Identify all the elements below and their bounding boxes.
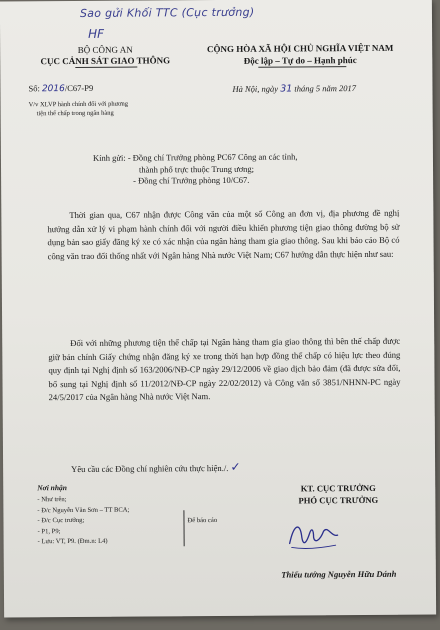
- distribution-title: Nơi nhận: [37, 483, 67, 493]
- header-right-underline: [258, 66, 346, 68]
- signature-title-2: PHÓ CỤC TRƯỞNG: [298, 494, 379, 506]
- document-number-prefix: Số:: [28, 83, 40, 94]
- distribution-item: - P1, P9;: [37, 527, 61, 535]
- document-number-handwritten: 2016: [41, 84, 65, 95]
- recipient-item: - Đồng chí Trưởng phòng 10/C67.: [133, 174, 250, 186]
- signature-title-1: KT. CỤC TRƯỞNG: [300, 482, 376, 494]
- date-day-handwritten: 31: [280, 83, 293, 95]
- body-paragraph-1: Thời gian qua, C67 nhận được Công văn của một số Công an đơn vị, địa phương đề nghị hướng dẫn xử lý vi phạm hành chính đối với người điều khiển phương tiện giao thông đường bộ sử dụng bản sao giấy đăng ký xe có xác nhận của ngân hàng tham gia giao thông. Sau khi báo cáo Bộ có công văn trao đổi thống nhất với Ngân hàng Nhà nước Việt Nam; C67 hướng dẫn thực hiện như sau:: [47, 207, 400, 261]
- signer-name: Thiếu tướng Nguyễn Hữu Dánh: [281, 568, 397, 580]
- document-number-suffix: /C67-P9: [64, 82, 94, 94]
- distribution-list: [37, 495, 129, 548]
- recipient-item: - Đồng chí Trưởng phòng PC67 Công an các tỉnh,: [127, 151, 298, 163]
- recipients-block: [93, 151, 298, 187]
- ministry-name: BỘ CÔNG AN: [77, 44, 133, 55]
- body-paragraph-2: Đối với những phương tiện thế chấp tại Ngân hàng tham gia giao thông thì bên thế chấp được giữ bản chính Giấy chứng nhận đăng ký xe trong thời hạn hợp đồng thế chấp có hiệu lực theo đúng quy định tại Nghị định số 163/2006/NĐ-CP ngày 29/12/2006 về giao dịch bảo đảm (đã được sửa đổi, bổ sung tại Nghị định số 11/2012/NĐ-CP ngày 22/02/2012) và Công văn số 3851/NHNN-PC ngày 24/5/2017 của Ngân hàng Nhà nước Việt Nam.: [48, 335, 401, 403]
- handwritten-initial: HF: [88, 26, 105, 41]
- subject-line-1: V/v XLVP hành chính đối với phương: [28, 100, 129, 109]
- recipients-prefix: Kính gửi:: [92, 152, 126, 163]
- handwritten-note: Sao gửi Khối TTC (Cục trưởng): [79, 5, 255, 20]
- handwritten-signature: [283, 515, 343, 555]
- department-name: CỤC CẢNH SÁT GIAO THÔNG: [40, 55, 171, 67]
- distribution-item: - Đ/c Nguyễn Văn Sơn – TT BCA;: [37, 506, 130, 514]
- handwritten-checkmark: ✓: [230, 459, 241, 474]
- distribution-item: - Đ/c Cục trưởng;: [37, 516, 85, 525]
- subject-line-2: tiện thế chấp trong ngân hàng: [36, 109, 114, 117]
- distribution-note: Để báo cáo: [187, 517, 218, 525]
- date-prefix: Hà Nội, ngày: [232, 83, 279, 94]
- recipient-item: thành phố trực thuộc Trung ương;: [138, 163, 255, 175]
- national-title: CỘNG HÒA XÃ HỘI CHỦ NGHĨA VIỆT NAM: [206, 42, 394, 55]
- subject-line: [29, 100, 179, 118]
- date-rest: tháng 5 năm 2017: [294, 83, 357, 94]
- distribution-item: - Như trên;: [37, 496, 67, 504]
- distribution-bracket: [177, 510, 184, 546]
- document-number: [28, 83, 93, 94]
- distribution-item: - Lưu: VT, P9. (Đm.n: L4): [37, 537, 108, 546]
- header-left-underline: [75, 67, 137, 68]
- national-motto: Độc lập – Tự do – Hạnh phúc: [243, 55, 357, 66]
- closing-line: Yêu cầu các Đồng chí nghiên cứu thực hiện./. ✓: [71, 459, 241, 475]
- document-date: [232, 83, 356, 95]
